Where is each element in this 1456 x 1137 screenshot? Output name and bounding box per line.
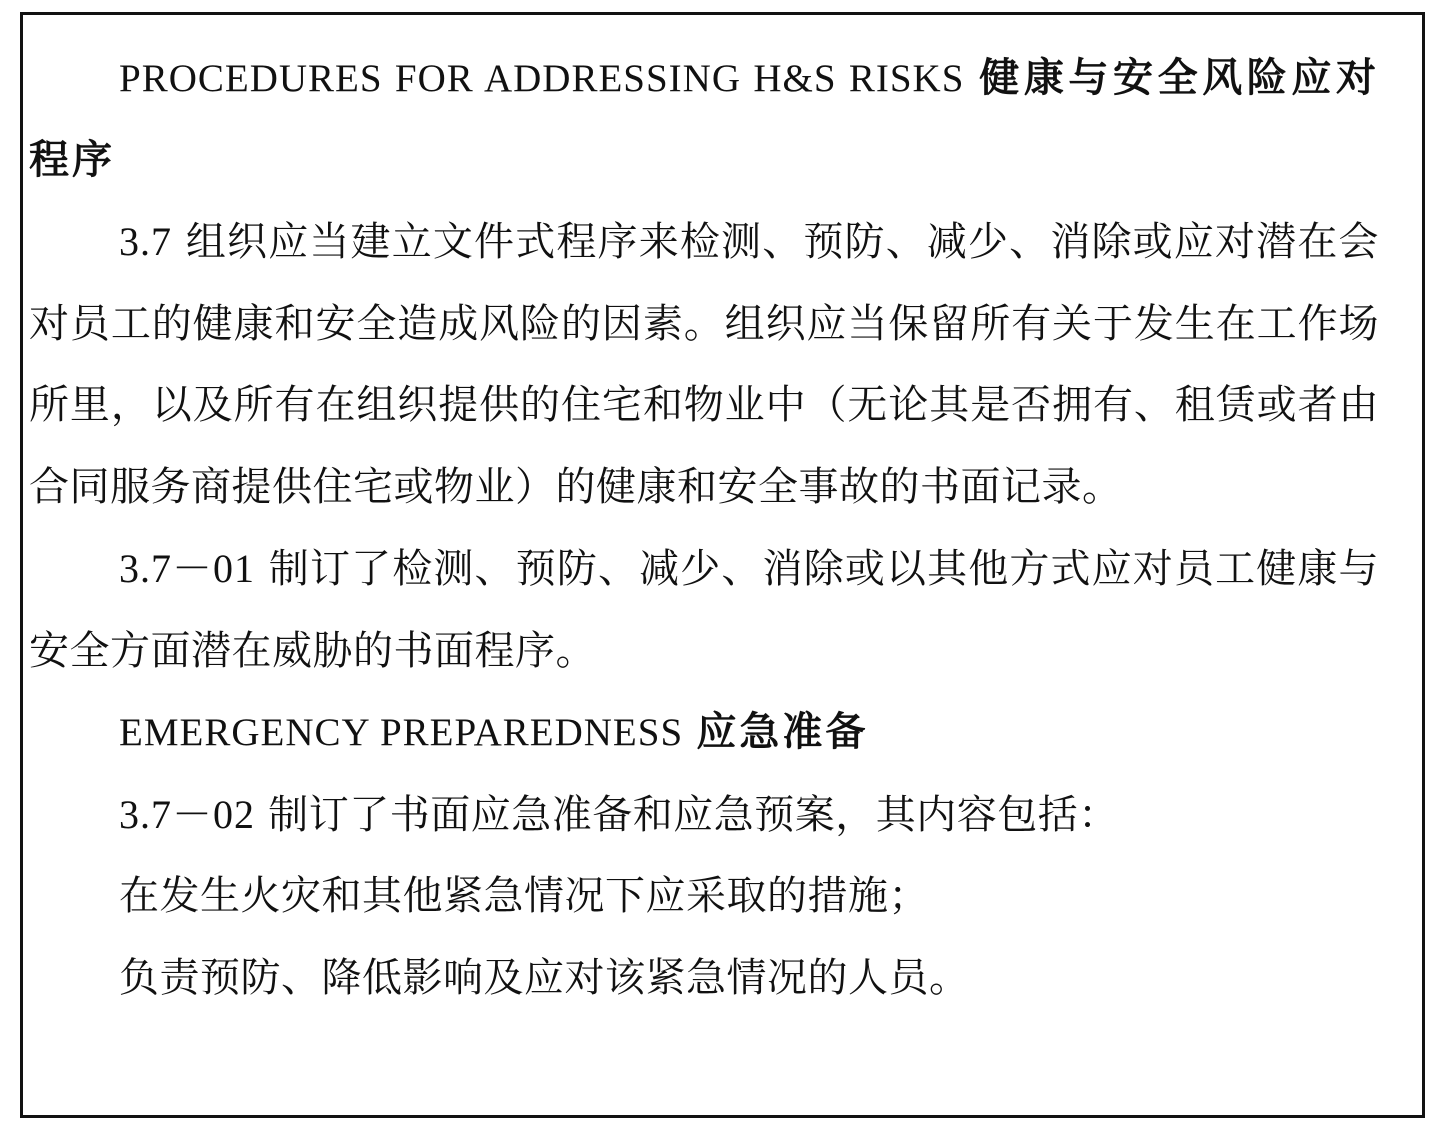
- clause-3-7-02: [29, 774, 1379, 857]
- section-heading-risks: [29, 38, 1379, 201]
- list-item: 负责预防、降低影响及应对该紧急情况的人员。: [119, 954, 970, 1001]
- clause-3-7-01: [29, 528, 1379, 692]
- heading-en: EMERGENCY PREPAREDNESS: [119, 711, 684, 754]
- document-body: [29, 38, 1379, 1019]
- clause-text: 制订了书面应急准备和应急预案，其内容包括：: [268, 791, 1119, 838]
- list-item: 在发生火灾和其他紧急情况下应采取的措施；: [119, 873, 929, 919]
- heading-cn: 应急准备: [696, 709, 869, 755]
- clause-text: 组织应当建立文件式程序来检测、预防、减少、消除或应对潜在会对员工的健康和安全造成风险的因素。组织应当保留所有关于发生在工作场所里，以及所有在组织提供的住宅和物业中（无论其是否拥有、租赁或者由合同服务商提供住宅或物业）的健康和安全事故的书面记录。: [29, 219, 1380, 510]
- heading-en: PROCEDURES FOR ADDRESSING H&S RISKS: [119, 57, 965, 100]
- clause-number: 3.7: [119, 219, 172, 264]
- clause-3-7: [29, 201, 1379, 528]
- clause-number: 3.7－02: [119, 791, 255, 837]
- clause-number: 3.7－01: [119, 546, 255, 591]
- clause-text: 制订了检测、预防、减少、消除或以其他方式应对员工健康与安全方面潜在威胁的书面程序。: [29, 546, 1379, 674]
- heading-cn: 健康与安全风险应对程序: [29, 55, 1379, 183]
- section-heading-emergency: [29, 692, 1379, 774]
